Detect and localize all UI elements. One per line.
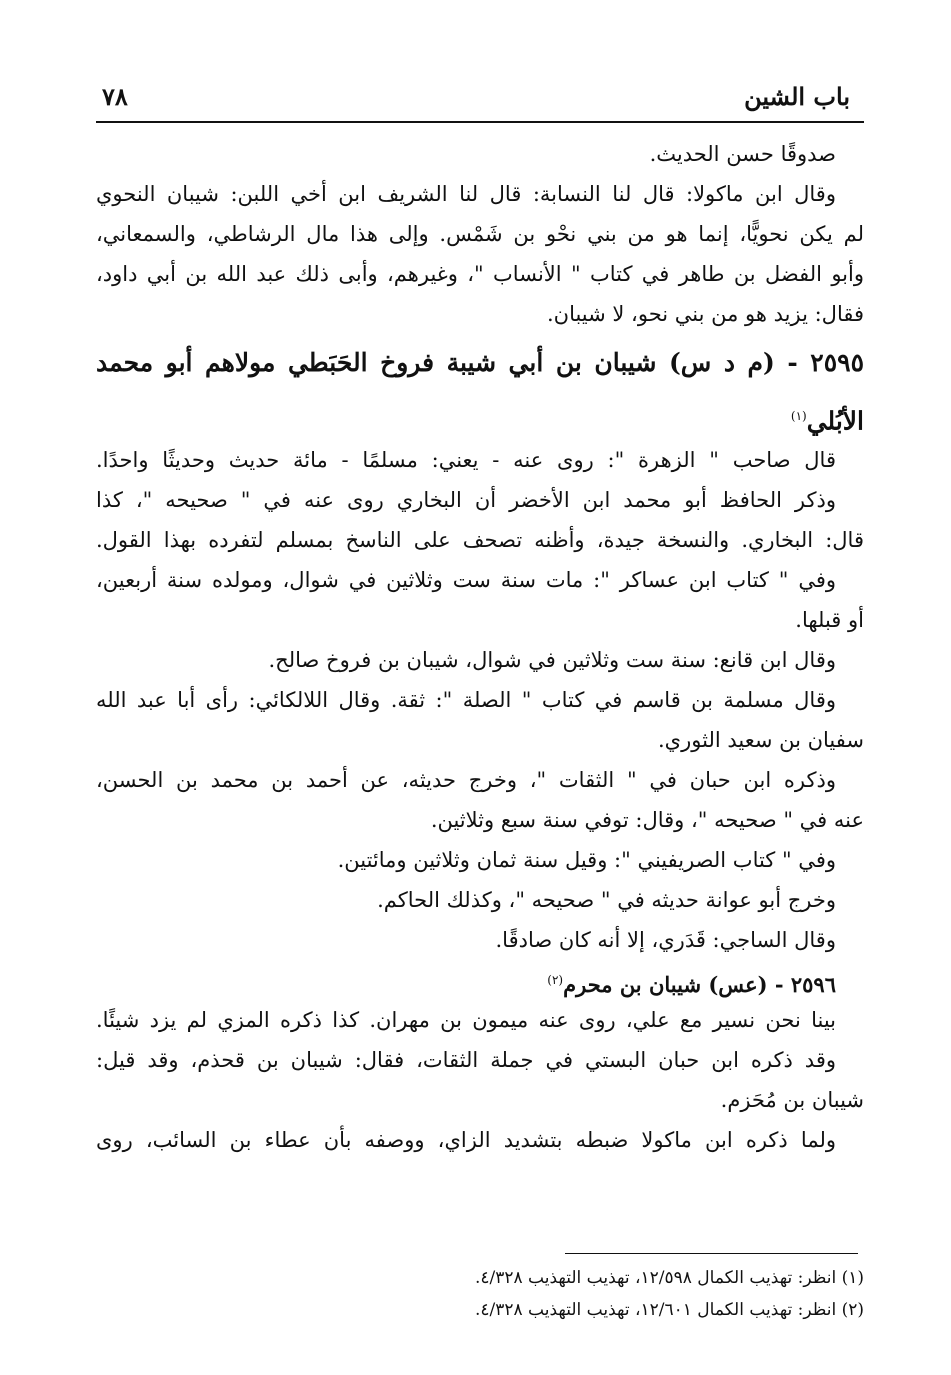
text-line: وقال الساجي: قَدَري، إلا أنه كان صادقًا.	[495, 928, 836, 952]
text-line: صدوقًا حسن الحديث.	[649, 142, 836, 166]
text-line: وقال ابن قانع: سنة ست وثلاثين في شوال، شيبان بن فروخ صالح.	[268, 648, 836, 672]
footnote-rule	[565, 1253, 858, 1254]
text-line: عنه في " صحيحه "، وقال: توفي سنة سبع وثلاثين.	[430, 808, 864, 832]
page-number: ٧٨	[102, 82, 128, 111]
footnote-marker: (١)	[790, 409, 807, 423]
text-line: شيبان بن مُحَزم.	[720, 1088, 864, 1112]
footnote-1: (١) انظر: تهذيب الكمال ١٢/٥٩٨، تهذيب التهذيب ٤/٣٢٨.	[474, 1268, 864, 1288]
text-line: وأبو الفضل بن طاهر في كتاب " الأنساب "، وغيرهم، وأبى ذلك عبد الله بن أبي داود،	[96, 262, 864, 286]
footnotes	[96, 1262, 864, 1326]
chapter-title: باب الشين	[744, 82, 850, 111]
entry-heading-2595: ٢٥٩٥ - (م د س) شيبان بن أبي شيبة فروخ الحَبَطي مولاهم أبو محمد	[96, 348, 864, 377]
entry-heading-2596: ٢٥٩٦ - (عس) شيبان بن محرم$^{(٢)}$	[547, 972, 836, 997]
text-line: فقال: يزيد هو من بني نحو، لا شيبان.	[546, 302, 864, 326]
text-line: وفي " كتاب الصريفيني ": وقيل سنة ثمان وثلاثين ومائتين.	[337, 848, 836, 872]
text-line: قال: البخاري. والنسخة جيدة، وأظنه تصحف على الناسخ بمسلم لتفرده بهذا القول.	[96, 528, 864, 552]
running-header	[96, 82, 856, 118]
text-line: وفي " كتاب ابن عساكر ": مات سنة ست وثلاثين في شوال، ومولده سنة أربعين،	[96, 568, 836, 592]
header-rule	[96, 121, 864, 123]
text-line: بينا نحن نسير مع علي، روى عنه ميمون بن مهران. كذا ذكره المزي لم يزد شيئًا.	[96, 1008, 836, 1032]
text-line: قال صاحب " الزهرة ": روى عنه - يعني: مسلمًا - مائة حديث وحديثًا واحدًا.	[96, 448, 836, 472]
main-text	[96, 134, 864, 1160]
text-line: وقال ابن ماكولا: قال لنا النسابة: قال لنا الشريف ابن أخي اللبن: شيبان النحوي	[96, 182, 836, 206]
text-line: وذكر الحافظ أبو محمد ابن الأخضر أن البخاري روى عنه في " صحيحه "، كذا	[96, 488, 836, 512]
text-line: وذكره ابن حبان في " الثقات "، وخرج حديثه، عن أحمد بن محمد بن الحسن،	[96, 768, 836, 792]
text-line: لم يكن نحويًّا، إنما هو من بني نحْو بن شَمْس. وإلى هذا مال الرشاطي، والسمعاني،	[96, 222, 864, 246]
entry-heading-2595-cont: الأبُلي$^{(١)}$	[790, 406, 864, 436]
text-line: وقد ذكره ابن حبان البستي في جملة الثقات، فقال: شيبان بن قحذم، وقد قيل:	[96, 1048, 836, 1072]
text-line: سفيان بن سعيد الثوري.	[658, 728, 864, 752]
text-line: وقال مسلمة بن قاسم في كتاب " الصلة ": ثقة. وقال اللالكائي: رأى أبا عبد الله	[96, 688, 836, 712]
text-line: أو قبلها.	[795, 608, 864, 632]
footnote-2: (٢) انظر: تهذيب الكمال ١٢/٦٠١، تهذيب التهذيب ٤/٣٢٨.	[474, 1300, 864, 1320]
text-line: وخرج أبو عوانة حديثه في " صحيحه "، وكذلك الحاكم.	[377, 888, 836, 912]
text-line: ولما ذكره ابن ماكولا ضبطه بتشديد الزاي، ووصفه بأن عطاء بن السائب، روى	[96, 1128, 836, 1152]
footnote-marker: (٢)	[547, 973, 564, 987]
